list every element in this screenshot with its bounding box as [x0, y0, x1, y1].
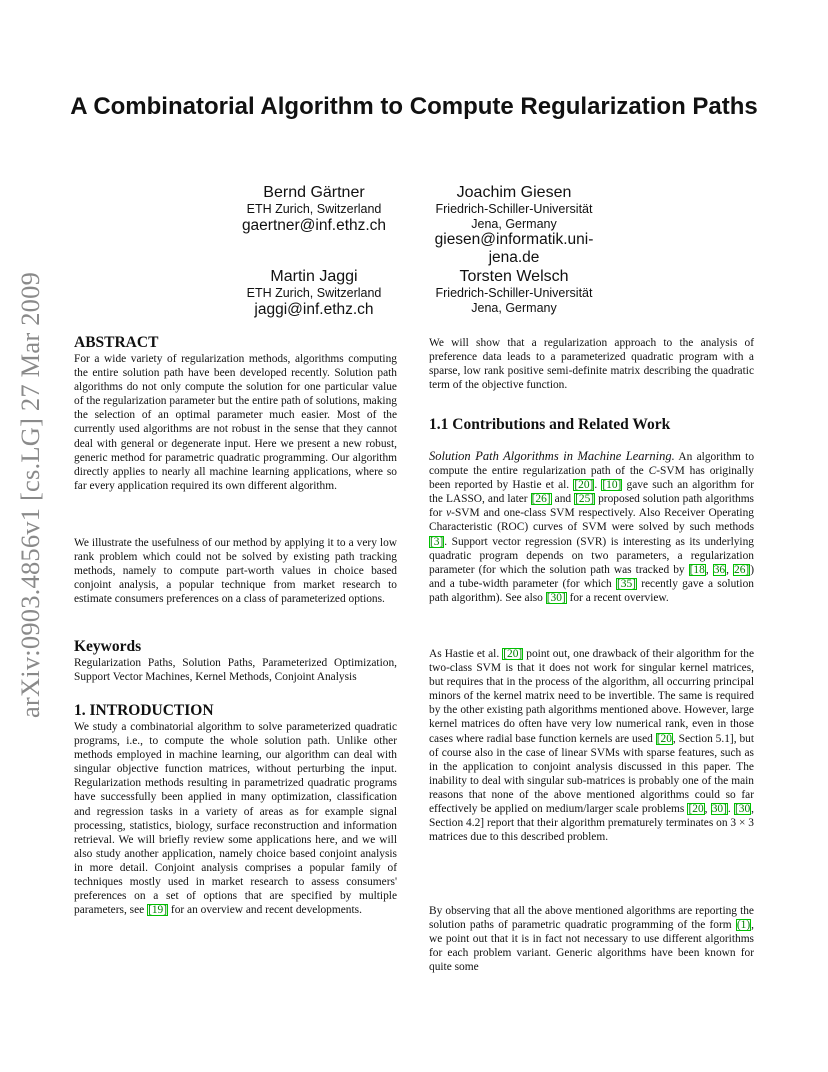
abstract-heading: ABSTRACT [74, 334, 159, 351]
text-run: for a recent overview. [566, 591, 669, 604]
text-run: proposed solution path algorithms for [429, 493, 754, 520]
citation-link[interactable]: [3] [430, 535, 444, 548]
author-location: Jena, Germany [471, 300, 557, 315]
text-run: , [704, 803, 711, 816]
author-email-continued: jena.de [488, 248, 540, 266]
author-block-jaggi [205, 268, 423, 318]
text-run: . [594, 479, 602, 492]
text-run: ) and a tube-width parameter (for which [429, 563, 754, 590]
contributions-paragraph-1 [429, 449, 754, 605]
author-name: Martin Jaggi [270, 268, 358, 285]
equation-link[interactable]: (1) [736, 919, 751, 932]
abstract-paragraph-2: We illustrate the usefulness of our method by applying it to a very low rank problem which could not be solved by existing path tracking methods, namely to compute part-worth values in choice based conjoint analysis, a popular technique from market research to estimate consumers preferences on a class of parameterized options. [74, 537, 397, 606]
author-email: giesen@informatik.uni- [434, 231, 594, 248]
paper-title: A Combinatorial Algorithm to Compute Regularization Paths [70, 93, 758, 120]
text-run: point out, one drawback of their algorithm for the two-class SVM is that it does not work for singular kernel matrices, but requires that in the process of the algorithm, all occurring principal minors of the kernel matrix need to be invertible. The same is required by the other existing path algorithms mentioned above. However, large kernel matrices do often have very low numerical rank, even in those cases where radial base function kernels are used [429, 648, 755, 745]
author-block-welsch [405, 268, 623, 315]
text-run: , we point out that it is in fact not necessary to use different algorithms for each problem variant. Generic algorithms have been known for quite some [429, 919, 754, 974]
abstract-section [74, 334, 397, 493]
text-run: -SVM and one-class SVM respectively. Also Receiver Operating Characteristic (ROC) curves of SVM were solved by such methods [429, 507, 754, 534]
author-affiliation: ETH Zurich, Switzerland [246, 286, 382, 300]
text-run: recently gave a solution path algorithm). See also [429, 577, 754, 604]
citation-link[interactable]: 30] [711, 803, 727, 816]
text-run: , [705, 563, 713, 576]
arxiv-identifier: arXiv:0903.4856v1 [cs.LG] 27 Mar 2009 [15, 271, 45, 719]
citation-link[interactable]: [20 [688, 803, 704, 816]
runin-heading: Solution Path Algorithms in Machine Learning. [429, 449, 675, 463]
contributions-paragraph-2 [429, 647, 754, 844]
abstract-section-continued [74, 536, 397, 606]
author-email: jaggi@inf.ethz.ch [254, 300, 374, 318]
right-intro-paragraph: We will show that a regularization approach to the analysis of preference data leads to a parameterized quadratic program with a sparse, low rank positive semi-definite matrix describing the quadratic term of the objective function. [429, 337, 754, 392]
text-run: and [551, 493, 575, 506]
text-run: We study a combinatorial algorithm to solve parameterized quadratic programs, i.e., to compute the whole solution path. Unlike other methods employed in machine learning, our algorithm can deal with singular objective function matrices, without perturbing the input. Regularization methods resulting in parametrized quadratic programs have successfully been applied in many optimization, classification and regression tasks in a variety of areas as for example signal processing, statistics, biology, surface reconstruction and information retrieval. We will briefly review some applications here, and we will also study another application, namely choice based conjoint analysis in more detail. Conjoint analysis comprises a popular family of techniques mostly used in market research to assess consumers' preferences on a set of options that are specified by multiple parameters, see [74, 721, 397, 917]
author-affiliation: Friedrich-Schiller-Universität [435, 286, 593, 300]
citation-link[interactable]: [30] [546, 591, 566, 604]
introduction-section [74, 702, 397, 917]
text-run: . Support vector regression (SVR) is interesting as its underlying quadratic program depends on two parameters, a regularization parameter (for which the solution path was tracked by [429, 535, 754, 576]
author-affiliation: Friedrich-Schiller-Universität [435, 202, 593, 216]
keywords-section [74, 638, 397, 684]
subsection-heading: 1.1 Contributions and Related Work [429, 416, 671, 433]
author-block-gartner [205, 184, 423, 234]
citation-link[interactable]: [20 [656, 732, 672, 745]
paragraph [429, 449, 754, 605]
author-location: Jena, Germany [471, 216, 557, 231]
text-run: for an overview and recent developments. [168, 904, 362, 917]
text-run: , Section 5.1], but of course also in the case of linear SVMs with sparse features, such as in the application to conjoint analysis discussed in this paper. The inability to deal with singular sub-matrices is probably one of the main reasons that none of the above mentioned algorithms could so far effectively be applied on medium/larger scale problems [429, 732, 754, 816]
author-block-giesen [405, 184, 623, 266]
citation-link[interactable]: [26] [531, 493, 551, 506]
contributions-paragraph-3 [429, 904, 754, 974]
contributions-section [429, 416, 754, 434]
citation-link[interactable]: [30 [734, 803, 751, 816]
introduction-heading: 1. INTRODUCTION [74, 702, 214, 719]
citation-link[interactable]: [10] [602, 479, 622, 492]
paragraph [429, 904, 754, 974]
author-name: Joachim Giesen [456, 184, 572, 201]
citation-link[interactable]: [18 [689, 563, 705, 576]
citation-link[interactable]: [35] [616, 577, 636, 590]
citation-link[interactable]: 26] [734, 563, 750, 576]
keywords-text: Regularization Paths, Solution Paths, Parameterized Optimization, Support Vector Machines, Kernel Methods, Conjoint Analysis [74, 657, 397, 684]
paragraph [429, 647, 754, 844]
author-name: Torsten Welsch [459, 268, 569, 285]
text-run: gave such an algorithm for the LASSO, and later [429, 479, 754, 506]
math-symbol: ν [446, 507, 452, 520]
text-run: As Hastie et al. [429, 648, 503, 660]
text-run: By observing that all the above mentioned algorithms are reporting the solution paths of parametric quadratic programming of the form [429, 905, 754, 932]
text-run: , Section 4.2] report that their algorithm prematurely terminates on 3 × 3 matrices due to this described problem. [429, 803, 754, 844]
intro-continued-section [429, 336, 754, 392]
keywords-heading: Keywords [74, 638, 142, 655]
citation-link[interactable]: [20] [574, 479, 594, 492]
citation-link[interactable]: [20] [503, 648, 523, 660]
author-name: Bernd Gärtner [263, 184, 365, 201]
citation-link[interactable]: [25] [575, 493, 595, 506]
math-symbol: C [648, 465, 657, 478]
author-affiliation: ETH Zurich, Switzerland [246, 202, 382, 216]
text-run: , [726, 563, 733, 576]
citation-link[interactable]: [19] [148, 904, 168, 917]
text-run: -SVM has originally been reported by Hastie et al. [429, 465, 755, 492]
citation-link[interactable]: 36 [713, 563, 726, 576]
abstract-paragraph-1: For a wide variety of regularization methods, algorithms computing the entire solution path have been developed recently. Solution path algorithms do not only compute the solution for one particular value of the regularization parameter but the entire path of solutions, making the selection of an optimal parameter much easier. Most of the currently used algorithms are not robust in the sense that they cannot deal with general or degenerate input. Here we present a new robust, generic method for parametric quadratic programming. Our algorithm directly applies to nearly all machine learning applications, where so far every application required its own different algorithm. [74, 353, 397, 492]
introduction-paragraph [74, 720, 397, 917]
text-run: An algorithm to compute the entire regularization path of the [429, 451, 755, 478]
author-email: gaertner@inf.ethz.ch [241, 216, 387, 234]
text-run: . [727, 803, 734, 816]
